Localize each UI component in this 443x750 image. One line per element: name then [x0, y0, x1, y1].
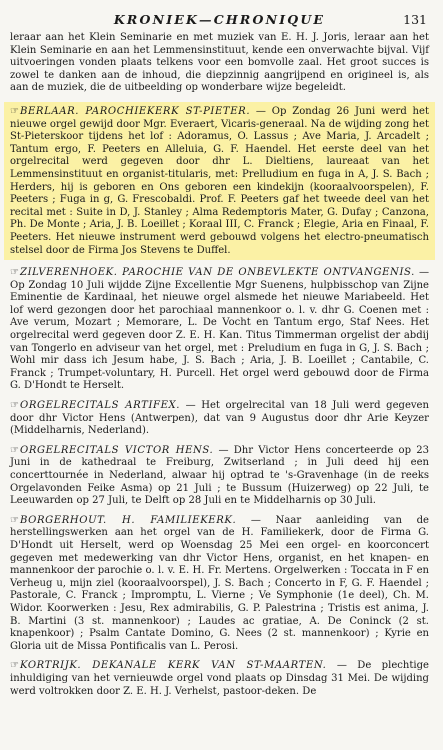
news-item-borgerhout — [10, 515, 429, 654]
pointing-hand-icon: ☞ — [10, 514, 20, 526]
item-heading: BERLAAR. PAROCHIEKERK ST-PIETER. — [20, 105, 251, 117]
item-heading: ORGELRECITALS VICTOR HENS. — [20, 444, 214, 456]
pointing-hand-icon: ☞ — [10, 400, 20, 412]
item-text: — De plechtige inhuldiging van het vernieuwde orgel vond plaats op Dinsdag 31 Mei. De wijding werd voltrokken door Z. E. H. J. Verhelst, pastoor-deken. De — [10, 660, 429, 697]
page-header — [10, 8, 429, 32]
pointing-hand-icon: ☞ — [10, 267, 20, 279]
news-item-berlaar — [4, 102, 435, 260]
page-number: 131 — [403, 12, 427, 27]
news-item-victor-hens — [10, 445, 429, 508]
item-heading: ORGELRECITALS ARTIFEX. — [20, 400, 181, 412]
item-heading: BORGERHOUT. H. FAMILIEKERK. — [20, 514, 237, 526]
item-heading: ZILVERENHOEK. PAROCHIE VAN DE ONBEVLEKTE ONTVANGENIS. — [20, 267, 415, 279]
pointing-hand-icon: ☞ — [10, 660, 20, 672]
pointing-hand-icon: ☞ — [10, 105, 20, 117]
item-text: — Het orgelrecital van 18 Juli werd gegeven door dhr Victor Hens (Antwerpen), dat van 9 Augustus door dhr Arie Keyzer (Middelharnis, Nederland). — [10, 400, 429, 437]
item-text: — Op Zondag 26 Juni werd het nieuwe orgel gewijd door Mgr. Everaert, Vicaris-generaal. Na de wijding zong het St-Pieterskoor tijdens het lof : Adoramus, O. Lassus ; Ave Maria, J. Arcadelt ; Tantum ergo, F. Peeters en Alleluia, G. F. Haendel. Het eerste deel van het orgelrecital werd gegeven door dhr L. Dieltiens, laureaat van het Lemmensinstituut en organist-titularis, met: Prelludium en fuga in A, J. S. Bach ; Herders, hij is geboren en Ons geboren een kindekijn (kooraalvoorspelen), F. Peeters ; Fuga in g, G. Frescobaldi. Prof. F. Peeters gaf het tweede deel van het recital met : Suite in D, J. Stanley ; Alma Redemptoris Mater, G. Dufay ; Canzona, Ph. De Monte ; Aria, J. B. Loeillet ; Koraal III, C. Franck ; Elegie, Aria en Finaal, F. Peeters. Het nieuwe instrument werd gebouwd volgens het electro-pneumatisch stelsel door de Firma Jos Stevens te Duffel. — [10, 105, 430, 256]
item-text: — Op Zondag 10 Juli wijdde Zijne Excellentie Mgr Suenens, hulpbisschop van Zijne Eminentie de Kardinaal, het nieuwe orgel alsmede het nieuwe Mariabeeld. Het lof werd gezongen door het parochiaal mannenkoor o. l. v. dhr G. Coenen met : Ave verum, Mozart ; Memorare, L. De Vocht en Tantum ergo, Staf Nees. Het orgelrecital werd gegeven door Z. E. H. Kan. Titus Timmerman orgelist der abdij van Tongerlo en adviseur van het orgel, met : Preludium en fuga in G, J. S. Bach ; Wohl mir dass ich Jesum habe, J. S. Bach ; Aria, J. B. Loeillet ; Cantabile, C. Franck ; Trumpet-voluntary, H. Purcell. Het orgel werd gebouwd door de Firma G. D'Hondt te Herselt. — [10, 267, 429, 392]
news-item-kortrijk — [10, 660, 429, 698]
pointing-hand-icon: ☞ — [10, 444, 20, 456]
news-item-artifex — [10, 400, 429, 438]
news-item-zilverenhoek — [10, 267, 429, 393]
item-text: — Naar aanleiding van de herstellingswerken aan het orgel van de H. Familiekerk, door de Firma G. D'Hondt uit Herselt, werd op Woensdag 25 Mei een orgel- en koorconcert gegeven met medewerking van dhr Victor Hens, organist, en het knapen- en mannenkoor der parochie o. l. v. E. H. Fr. Mertens. Orgelwerken : Toccata in F en Verheug u, mijn ziel (kooraalvoorspel), J. S. Bach ; Concerto in F, G. F. Haendel ; Pastorale, C. Franck ; Impromptu, L. Vierne ; Ve Symphonie (1e deel), Ch. M. Widor. Koorwerken : Jesu, Rex admirabilis, G. P. Palestrina ; Tristis est anima, J. B. Martini (3 st. mannenkoor) ; Laudes ac gratiae, A. De Coninck (2 st. knapenkoor) ; Psalm Cantate Domino, G. Nees (2 st. mannenkoor) ; Kyrie en Gloria uit de Missa Pontificalis van L. Perosi. — [10, 514, 429, 652]
item-heading: KORTRIJK. DEKANALE KERK VAN ST-MAARTEN. — [20, 660, 327, 672]
intro-text: leraar aan het Klein Seminarie en met muziek van E. H. J. Joris, leraar aan het Klein Seminarie en aan het Lemmensinstituut, kende een onverwachte bijval. Vijf uitvoeringen vonden plaats telkens voor een bomvolle zaal. Het groot succes is zowel te danken aan de inhoud, die diepzinnig aangrijpend en origineel is, als aan de muziek, die de uitbeelding op wonderbare wijze begeleidt. — [10, 32, 429, 94]
intro-paragraph — [10, 32, 429, 95]
running-title: KRONIEK—CHRONIQUE — [113, 12, 326, 27]
item-text: — Dhr Victor Hens concerteerde op 23 Juni in de kathedraal te Freiburg, Zwitserland ; in Juli deed hij een concerttournée in Nederland, alwaar hij optrad te 's-Gravenhage (in de reeks Orgelavonden Feike Asma) op 21 Juli ; te Bussum (Huizerweg) op 22 Juli, te Leeuwarden op 27 Juli, te Delft op 28 Juli en te Middelharnis op 30 Juli. — [10, 444, 429, 507]
